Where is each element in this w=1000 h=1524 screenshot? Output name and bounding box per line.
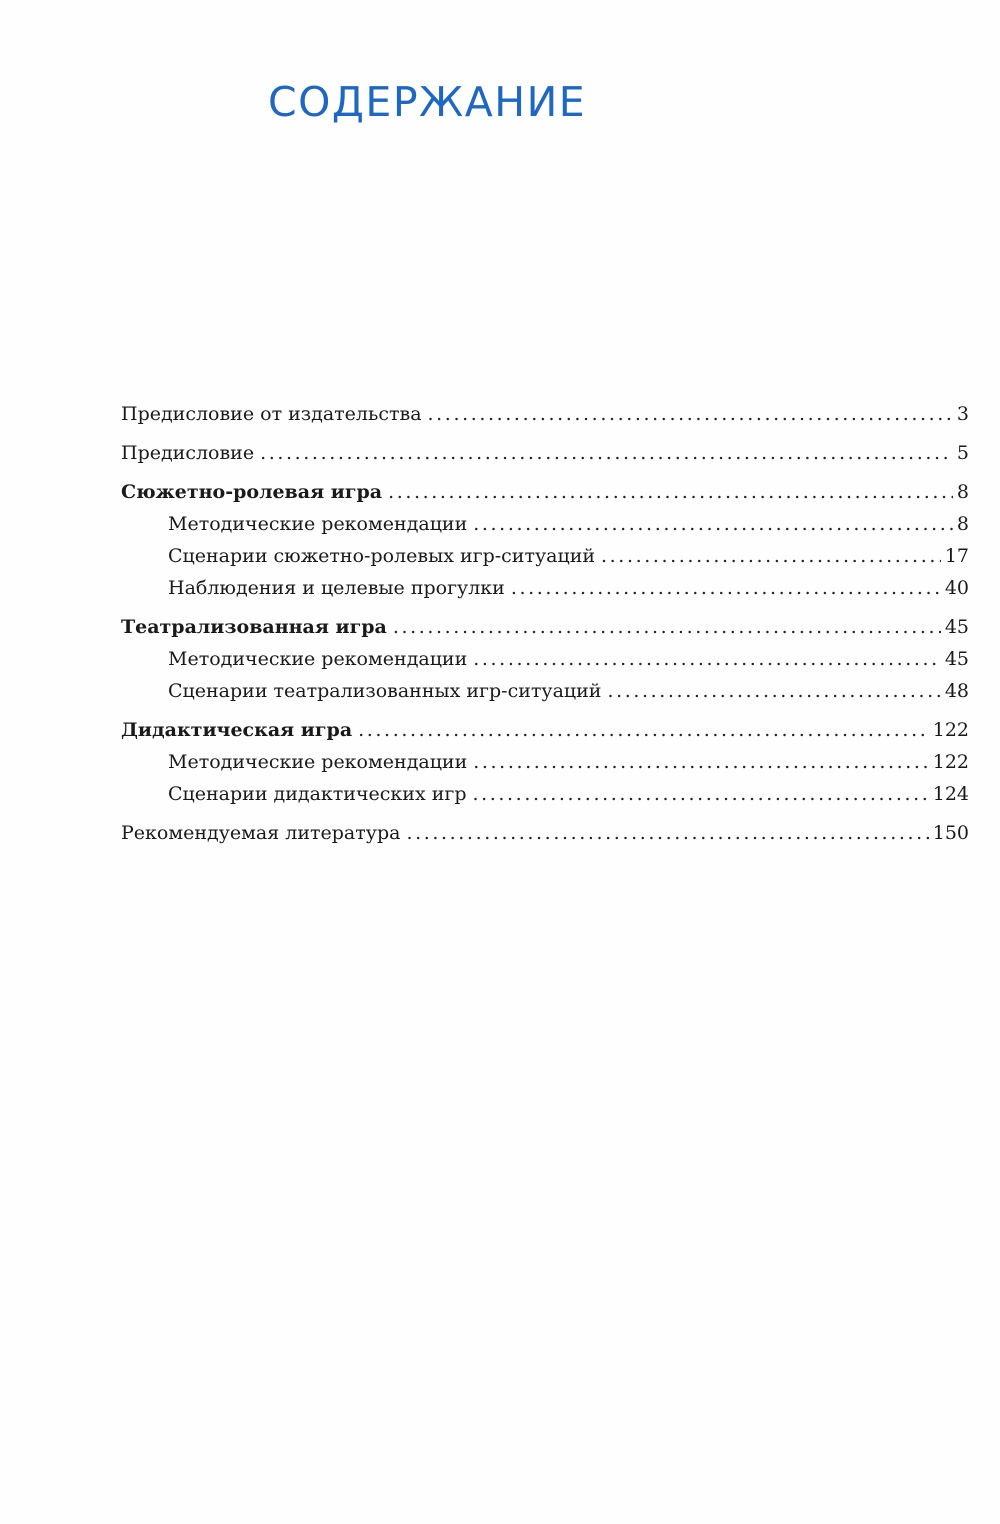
toc-entry-page: 8: [956, 481, 969, 503]
toc-entry-title: Сценарии сюжетно-ролевых игр-ситуаций: [168, 545, 596, 567]
dot-leader: [601, 540, 941, 572]
dot-leader: [607, 675, 940, 707]
toc-subentry: [121, 540, 969, 572]
toc-entry-page: 5: [956, 442, 969, 464]
dot-leader: [358, 714, 929, 746]
toc-entry-title: Сценарии дидактических игр: [168, 783, 467, 805]
page-title: СОДЕРЖАНИЕ: [268, 78, 587, 126]
toc-entry-title: Методические рекомендации: [168, 751, 468, 773]
dot-leader: [472, 778, 928, 810]
toc-entry-page: 45: [944, 648, 969, 670]
toc-section-title: Театрализованная игра: [121, 616, 387, 638]
toc-entry-page: 122: [932, 719, 969, 741]
dot-leader: [406, 817, 928, 849]
dot-leader: [473, 643, 941, 675]
dot-leader: [428, 398, 953, 430]
toc-entry-title: Методические рекомендации: [168, 513, 468, 535]
toc-entry-page: 8: [956, 513, 969, 535]
toc-entry-page: 3: [956, 403, 969, 425]
dot-leader: [473, 508, 953, 540]
toc-section-title: Дидактическая игра: [121, 719, 353, 741]
dot-leader: [473, 746, 928, 778]
toc-entry-page: 17: [944, 545, 969, 567]
toc-entry-page: 40: [944, 577, 969, 599]
toc-entry-title: Методические рекомендации: [168, 648, 468, 670]
toc-subentry: [121, 508, 969, 540]
toc-section-didactic: [121, 714, 969, 746]
dot-leader: [393, 611, 941, 643]
toc-entry-page: 48: [944, 680, 969, 702]
toc-section-title: Сюжетно-ролевая игра: [121, 481, 383, 503]
toc-subentry: [121, 778, 969, 810]
toc-entry-page: 150: [932, 822, 969, 844]
toc-subentry: [121, 675, 969, 707]
toc-section-theatrical: [121, 611, 969, 643]
toc-entry-literature: [121, 817, 969, 849]
toc-section-role-play: [121, 476, 969, 508]
toc-entry-title: Рекомендуемая литература: [121, 822, 401, 844]
toc-entry-publisher-preface: [121, 398, 969, 430]
dot-leader: [260, 437, 953, 469]
toc-entry-preface: [121, 437, 969, 469]
toc-entry-page: 45: [944, 616, 969, 638]
toc-entry-page: 124: [932, 783, 969, 805]
toc-entry-title: Предисловие: [121, 442, 255, 464]
toc-entry-title: Наблюдения и целевые прогулки: [168, 577, 505, 599]
toc-entry-page: 122: [932, 751, 969, 773]
toc-subentry: [121, 746, 969, 778]
toc-subentry: [121, 572, 969, 604]
toc-entry-title: Сценарии театрализованных игр-ситуаций: [168, 680, 602, 702]
dot-leader: [511, 572, 941, 604]
toc-entry-title: Предисловие от издательства: [121, 403, 422, 425]
toc-subentry: [121, 643, 969, 675]
table-of-contents: [121, 398, 969, 849]
dot-leader: [388, 476, 953, 508]
